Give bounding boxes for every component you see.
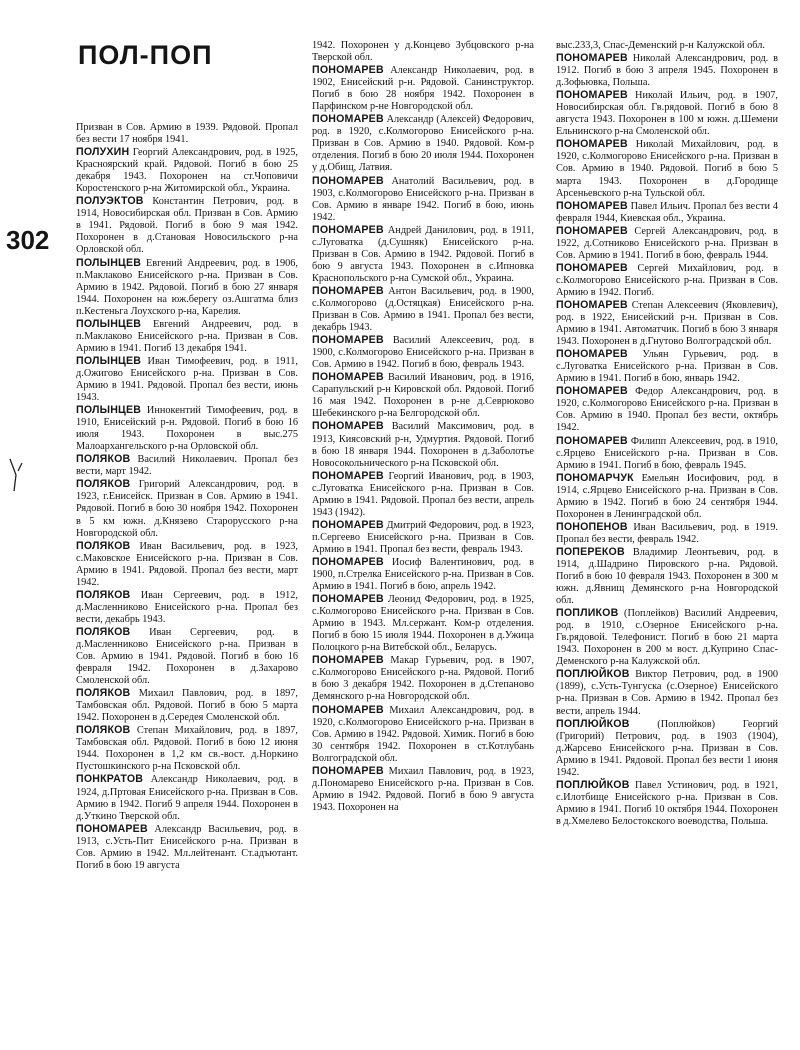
entry-text: Василий Максимович, род. в 1913, Киясовский р-н, Удмуртия. Рядовой. Погиб в бою 18 января 1944. Похоронен в д.Заболотье Новосокольнического р-на Псковской обл. <box>312 421 534 469</box>
entry-surname: ПОНОМАРЕВ <box>556 348 628 361</box>
entry <box>556 521 778 546</box>
entry <box>556 262 778 299</box>
entry-surname: ПОНОМАРЕВ <box>556 298 628 311</box>
entry <box>76 823 298 872</box>
entry-surname: ПОНОМАРЕВ <box>312 113 384 126</box>
entry-text: Константин Петрович, род. в 1914, Новосибирская обл. Призван в Сов. Армию в 1941. Рядовой. Погиб в бою 9 мая 1942. Похоронен в д.Становая Новосильского р-на Орловской обл. <box>76 196 298 256</box>
entry <box>312 113 534 174</box>
entry-surname: ПОЛЫНЦЕВ <box>76 404 142 417</box>
entry <box>556 546 778 607</box>
entry <box>76 355 298 404</box>
entry <box>312 40 534 64</box>
entry <box>76 453 298 478</box>
entry-surname: ПОНОМАРЕВ <box>76 822 148 835</box>
entry-text: Михаил Александрович, род. в 1920, с.Колмогорово Енисейского р-на. Призван в Сов. Армию в 1942. Рядовой. Химик. Погиб в бою 30 сентября 1942. Похоронен в ст.Котлубань Волгоградской обл. <box>312 704 534 764</box>
entry <box>312 175 534 224</box>
entry-surname: ПОНОПЕНОВ <box>556 520 628 533</box>
page-title: ПОЛ-ПОП <box>78 40 213 70</box>
entry-text: Владимир Леонтьевич, род. в 1914, д.Шадрино Пировского р-на. Рядовой. Погиб в бою 10 февраля 1943. Похоронен в 300 м южн. д.Явнищ Демянского р-на Новгородской обл. <box>556 546 778 607</box>
entry-text: Степан Михайлович, род. в 1897, Тамбовская обл. Рядовой. Погиб в бою 12 июня 1944. Похоронен в 1,2 км св.-вост. д.Норкино Пустошкинского р-на Псковской обл. <box>76 725 298 773</box>
entry-text: Иван Васильевич, род. в 1919. Пропал без вести, февраль 1942. <box>556 521 778 545</box>
entry-surname: ПОНОМАРЕВ <box>312 420 384 433</box>
entry-surname: ПОНОМАРЕВ <box>556 52 628 65</box>
entry <box>556 299 778 348</box>
entry <box>312 519 534 556</box>
entry-text: Иосиф Валентинович, род. в 1900, п.Стрелка Енисейского р-на. Призван в Сов. Армию в 1941. Погиб в бою, апрель 1942. <box>312 556 534 593</box>
entry-text: Федор Александрович, род. в 1920, с.Колмогорово Енисейского р-на. Призван в Сов. Армию в 1940. Пропал без вести, октябрь 1942. <box>556 386 778 434</box>
entry-surname: ПОЛЫНЦЕВ <box>76 354 142 367</box>
entry-surname: ПОНОМАРЕВ <box>556 89 628 102</box>
entry-text: Евгений Андреевич, род. в п.Маклаково Енисейского р-на. Призван в Сов. Армию в 1941. Погиб 13 декабря 1941. <box>76 318 298 354</box>
entry-text: (Поплейков) Василий Андреевич, род. в 1910, с.Озерное Енисейского р-на. Гв.рядовой. Телефонист. Погиб в бою 21 марта 1943. Похоронен в 200 м вост. д.Куприно Спас-Деменского р-на Калужской обл. <box>556 608 778 668</box>
entry-surname: ПОЛЯКОВ <box>76 724 131 737</box>
entry <box>312 593 534 654</box>
entry <box>312 654 534 703</box>
entry-text: Иван Тимофеевич, род. в 1911, д.Ожигово Енисейского р-на. Призван в Сов. Армию в 1941. Рядовой. Пропал без вести, июнь 1943. <box>76 355 298 404</box>
entry-surname: ПОНОМАРЕВ <box>312 284 384 297</box>
entry-text: Василий Алексеевич, род. в 1900, с.Колмогорово Енисейского р-на. Призван в Сов. Армию в 1942. Погиб в бою, февраль 1943. <box>312 335 534 371</box>
entry-text: Анатолий Васильевич, род. в 1903, с.Колмогорово Енисейского р-на. Призван в Сов. Армию в январе 1942. Погиб в бою, июнь 1942. <box>312 175 534 223</box>
entry-text: Михаил Павлович, род. в 1897, Тамбовская обл. Рядовой. Погиб в бою 5 марта 1942. Похоронен в д.Середея Смоленской обл. <box>76 688 298 724</box>
entry-surname: ПОНОМАРЕВ <box>312 469 384 482</box>
entry-text: Александр (Алексей) Федорович, род. в 1920, с.Колмогорово Енисейского р-на. Призван в Сов. Армию в 1940. Рядовой. Ком-р отделения. Погиб в бою 20 июля 1944. Похоронен у д.Обищ, Латвия. <box>312 114 534 174</box>
entry <box>76 122 298 146</box>
entry <box>76 540 298 589</box>
entry-text: Иван Сергеевич, род. в 1912, д.Масленниково Енисейского р-на. Пропал без вести, декабрь 1943. <box>76 589 298 625</box>
entry <box>556 779 778 828</box>
entry-surname: ПОНОМАРЕВ <box>556 434 628 447</box>
entry-text: Дмитрий Федорович, род. в 1923, п.Сергеево Енисейского р-на. Призван в Сов. Армию в 1941. Пропал без вести, февраль 1943. <box>312 519 534 555</box>
entry-text: Михаил Павлович, род. в 1923, д.Пономарево Енисейского р-на. Призван в Сов. Армию в 1942. Рядовой. Погиб в бою 9 августа 1943. Похоронен на <box>312 765 534 813</box>
entry <box>76 404 298 453</box>
entry <box>76 687 298 724</box>
entry-text: Виктор Петрович, род. в 1900 (1899), с.Усть-Тунгуска (с.Озерное) Енисейского р-на. Призван в Сов. Армию в 1942. Пропал без вести, апрель 1944. <box>556 669 778 717</box>
entry <box>312 285 534 334</box>
entry-text: Призван в Сов. Армию в 1939. Рядовой. Пропал без вести 17 ноября 1941. <box>76 122 298 146</box>
entry <box>76 724 298 773</box>
entry-text: Иван Васильевич, род. в 1923, с.Маковское Енисейского р-на. Призван в Сов. Армию в 1941. Рядовой. Пропал без вести, март 1942. <box>76 540 298 588</box>
entry <box>312 470 534 519</box>
entry-text: Павел Устинович, род. в 1921, с.Илотбище Енисейского р-на. Призван в Сов. Армию в 1941. Погиб 10 октября 1944. Похоронен в д.Хмелево Белостокского воеводства, Польша. <box>556 779 778 827</box>
entry-surname: ПОЛУХИН <box>76 146 130 159</box>
entry-surname: ПОЛЯКОВ <box>76 687 131 700</box>
entry-surname: ПОЛЯКОВ <box>76 539 131 552</box>
text-column-2 <box>312 40 534 1042</box>
entry-text: Александр Васильевич, род. в 1913, с.Усть-Пит Енисейского р-на. Призван в Сов. Армию в 1942. Мл.лейтенант. Ст.адъютант. Погиб в бою 19 августа <box>76 823 298 871</box>
margin-pencil-mark <box>6 455 26 495</box>
entry-surname: ПОЛЫНЦЕВ <box>76 256 142 269</box>
entry-surname: ПОЛЯКОВ <box>76 453 131 466</box>
entry <box>556 668 778 717</box>
entry-text: Георгий Александрович, род. в 1925, Красноярский край. Рядовой. Погиб в бою 25 декабря 1943. Похоронен на ст.Чоповичи Коростенского р-на Житомирской обл., Украина. <box>76 147 298 195</box>
entry <box>556 385 778 434</box>
entry-text: Евгений Андреевич, род. в 1906, п.Маклаково Енисейского р-на. Призван в Сов. Армию в 1942. Рядовой. Погиб в бою 27 января 1944. Похоронен на юж.берегу оз.Ашгатма близ п.Кестеньга Лоухского р-на, Карелия. <box>76 257 298 317</box>
entry-text: Григорий Александрович, род. в 1923, г.Енисейск. Призван в Сов. Армию в 1941. Рядовой. Погиб в бою 30 ноября 1942. Похоронен в 5 км южн. д.Князево Старорусского р-на Новгородской обл. <box>76 479 298 539</box>
text-column-1 <box>76 122 298 1042</box>
entry <box>76 146 298 195</box>
entry-text: Иван Сергеевич, род. в д.Масленниково Енисейского р-на. Призван в Сов. Армию в 1941. Рядовой. Погиб в бою 16 февраля 1942. Похоронен в д.Захарово Смоленской обл. <box>76 626 298 687</box>
entry-surname: ПОПЛИКОВ <box>556 607 619 620</box>
entry-text: Ульян Гурьевич, род. в с.Луговатка Енисейского р-на. Призван в Сов. Армию в 1941. Погиб в бою, январь 1942. <box>556 349 778 385</box>
entry-surname: ПОНОМАРЧУК <box>556 471 634 484</box>
entry <box>76 195 298 256</box>
entry-surname: ПОНОМАРЕВ <box>312 703 384 716</box>
entry <box>312 556 534 593</box>
entry <box>76 589 298 626</box>
entry-text: Павел Ильич. Пропал без вести 4 февраля 1944, Киевская обл., Украина. <box>556 200 778 224</box>
entry-surname: ПОНОМАРЕВ <box>556 224 628 237</box>
entry-text: Андрей Данилович, род. в 1911, с.Луговатка (д.Сушняк) Енисейского р-на. Призван в Сов. Армию в 1942. Рядовой. Погиб в бою 9 августа 1943. Похоронен в с.Ипновка Краснопольского р-на Сумской обл., Украина. <box>312 224 534 284</box>
entry-text: Николай Александрович, род. в 1912. Погиб в бою 3 апреля 1945. Похоронен в д.Зофьювка, Польша. <box>556 53 778 89</box>
entry-text: Николай Ильич, род. в 1907, Новосибирская обл. Гв.рядовой. Погиб в бою 8 августа 1943. Похоронен в 100 м южн. д.Шемени Ельнинского р-на Смоленской обл. <box>556 90 778 138</box>
entry <box>556 40 778 52</box>
entry-surname: ПОНОМАРЕВ <box>556 199 628 212</box>
entry-surname: ПОНОМАРЕВ <box>556 385 628 398</box>
entry-text: Степан Алексеевич (Яковлевич), род. в 1922, Енисейский р-н. Призван в Сов. Армию в 1941. Автоматчик. Погиб в бою 3 января 1943. Похоронен в д.Гнутово Волгоградской обл. <box>556 299 778 348</box>
entry-surname: ПОПЕРЕКОВ <box>556 545 625 558</box>
entry-surname: ПОПЛЮЙКОВ <box>556 668 630 681</box>
entry-text: Филипп Алексеевич, род. в 1910, с.Ярцево Енисейского р-на. Призван в Сов. Армию в 1941. Погиб в бою, февраль 1945. <box>556 435 778 471</box>
entry <box>312 704 534 765</box>
entry-text: Макар Гурьевич, род. в 1907, с.Колмогорово Енисейского р-на. Рядовой. Погиб в бою 3 декабря 1942. Похоронен в д.Степаново Демянского р-на Новгородской обл. <box>312 655 534 703</box>
entry-surname: ПОПЛЮЙКОВ <box>556 717 630 730</box>
entry-surname: ПОНОМАРЕВ <box>312 174 384 187</box>
entry-text: Александр Николаевич, род. в 1902, Енисейский р-н. Рядовой. Санинструктор. Погиб в бою 28 ноября 1942. Похоронен в Парфинском р-не Новгородской обл. <box>312 65 534 113</box>
entry-surname: ПОПЛЮЙКОВ <box>556 778 630 791</box>
entry <box>76 257 298 318</box>
entry <box>76 318 298 355</box>
entry-text: 1942. Похоронен у д.Концево Зубцовского р-на Тверской обл. <box>312 40 534 64</box>
entry-text: Георгий Иванович, род. в 1903, с.Луговатка Енисейского р-на. Призван в Сов. Армию в 1941. Рядовой. Пропал без вести, апрель 1943 (1942). <box>312 470 534 518</box>
entry <box>76 478 298 539</box>
entry <box>556 348 778 385</box>
entry-surname: ПОНОМАРЕВ <box>312 555 384 568</box>
entry <box>556 200 778 225</box>
entry <box>556 472 778 521</box>
entry-text: Сергей Михайлович, род. в с.Колмогорово Енисейского р-на. Призван в Сов. Армию в 1942. Погиб. <box>556 262 778 298</box>
entry-text: Николай Михайлович, род. в 1920, с.Колмогорово Енисейского р-на. Призван в Сов. Армию в 1940. Рядовой. Погиб в бою 5 марта 1943. Похоронен в д.Городище Арсеньевского р-на Тульской обл. <box>556 139 778 199</box>
entry <box>556 435 778 472</box>
entry <box>312 334 534 371</box>
entry <box>312 765 534 814</box>
entry-text: Василий Николаевич. Пропал без вести, март 1942. <box>76 454 298 478</box>
entry-surname: ПОНОМАРЕВ <box>312 371 384 384</box>
entry <box>556 607 778 668</box>
entry-surname: ПОНОМАРЕВ <box>312 654 384 667</box>
entry-surname: ПОНКРАТОВ <box>76 773 144 786</box>
entry-text: Антон Васильевич, род. в 1900, с.Колмогорово (д.Остяцкая) Енисейского р-на. Призван в Сов. Армию в 1941. Пропал без вести, декабрь 1943. <box>312 285 534 334</box>
entry <box>556 138 778 199</box>
entry-surname: ПОНОМАРЕВ <box>312 64 384 77</box>
entry-text: Иннокентий Тимофеевич, род. в 1910, Енисейский р-н. Рядовой. Погиб в бою 16 июля 1943. Похоронен в выс.275 Малоархангельского р-на Орловской обл. <box>76 405 298 453</box>
entry-text: Василий Иванович, род. в 1916, Сарапульский р-н Кировской обл. Рядовой. Погиб 16 мая 1942. Похоронен в р-не д.Севрюково Шебекинского р-на Белгородской обл. <box>312 372 534 420</box>
entry-text: Леонид Федорович, род. в 1925, с.Колмогорово Енисейского р-на. Призван в Сов. Армию в 1943. Мл.сержант. Ком-р отделения. Погиб в бою 15 июля 1944. Похоронен в д.Ужица Полоцкого р-на Витебской обл., Беларусь. <box>312 594 534 654</box>
text-column-3 <box>556 40 778 1042</box>
entry <box>76 626 298 687</box>
entry-surname: ПОНОМАРЕВ <box>312 223 384 236</box>
entry <box>556 89 778 138</box>
entry-text: (Поплюйков) Георгий (Григорий) Петрович, род. в 1903 (1904), д.Жарсево Енисейского р-на. Призван в Сов. Армию в 1941. Рядовой. Пропал без вести 1 июня 1942. <box>556 718 778 778</box>
entry-surname: ПОЛУЭКТОВ <box>76 195 144 208</box>
entry-text: Александр Николаевич, род. в 1924, д.Пртовая Енисейского р-на. Призван в Сов. Армию в 1942. Погиб 9 апреля 1944. Похоронен в д.Уткино Тверской обл. <box>76 774 298 822</box>
entry-surname: ПОНОМАРЕВ <box>312 764 384 777</box>
entry-surname: ПОНОМАРЕВ <box>312 593 384 606</box>
entry <box>312 64 534 113</box>
entry-surname: ПОЛЫНЦЕВ <box>76 317 142 330</box>
entry-text: выс.233,3, Спас-Деменский р-н Калужской обл. <box>556 40 765 51</box>
entry <box>312 371 534 420</box>
entry-surname: ПОНОМАРЕВ <box>556 261 628 274</box>
entry <box>556 52 778 89</box>
entry-text: Емельян Иосифович, род. в 1914, с.Ярцево Енисейского р-на. Призван в Сов. Армию в 1942. Погиб в бою 24 сентября 1944. Похоронен в Ленинградской обл. <box>556 472 778 520</box>
entry-surname: ПОНОМАРЕВ <box>556 138 628 151</box>
entry-surname: ПОНОМАРЕВ <box>312 334 384 347</box>
entry-surname: ПОЛЯКОВ <box>76 588 131 601</box>
page-number: 302 <box>6 225 50 255</box>
entry-text: Сергей Александрович, род. в 1922, д.Сотниково Енисейского р-на. Призван в Сов. Армию в 1941. Погиб в бою, февраль 1944. <box>556 225 778 261</box>
entry <box>76 773 298 822</box>
entry <box>556 225 778 262</box>
entry-surname: ПОЛЯКОВ <box>76 625 131 638</box>
entry-surname: ПОЛЯКОВ <box>76 478 131 491</box>
entry <box>312 224 534 285</box>
entry <box>556 718 778 779</box>
entry <box>312 420 534 469</box>
entry-surname: ПОНОМАРЕВ <box>312 518 384 531</box>
